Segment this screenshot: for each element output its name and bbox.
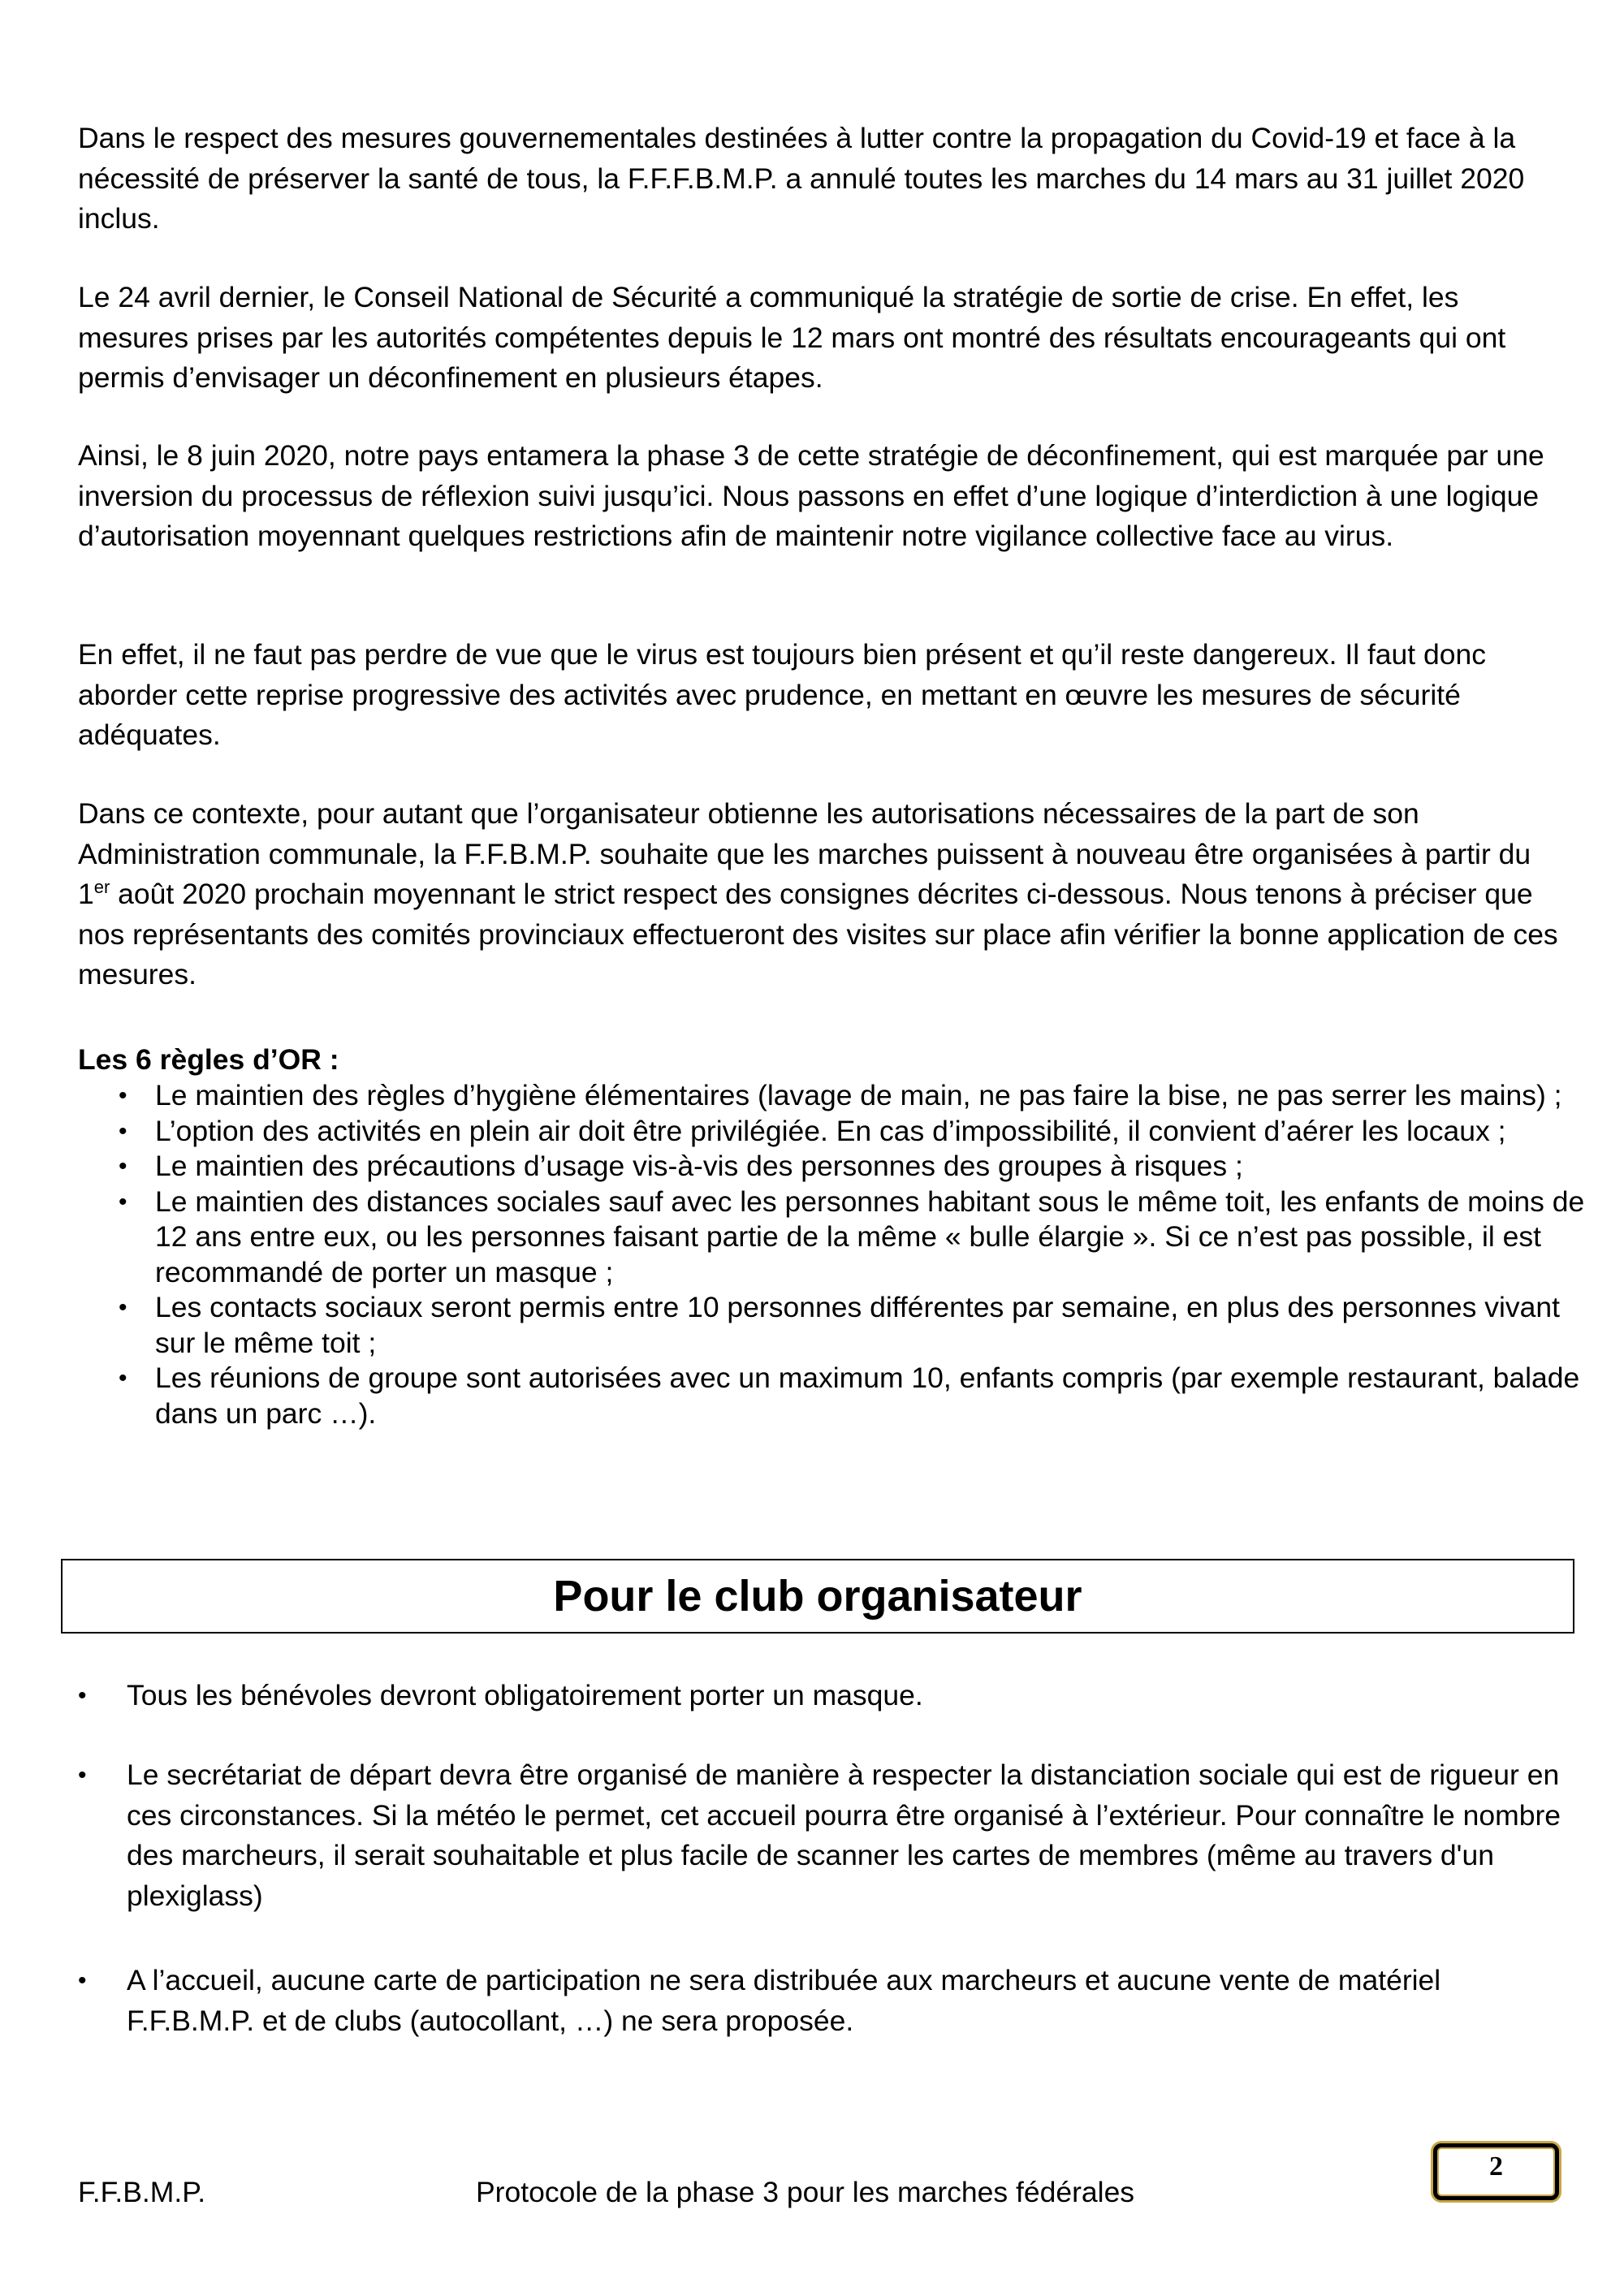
- bullet-icon: •: [78, 1762, 87, 1789]
- section-title: Pour le club organisateur: [553, 1572, 1082, 1621]
- intro-paragraph: Dans le respect des mesures gouvernementales destinées à lutter contre la propagation du Covid-19 et face à la nécessité de préserver la santé de tous, la F.F.F.B.M.P. a annulé toutes les marches du 14 mars au 31 juillet 2020 inclus.: [78, 122, 1525, 235]
- list-item: [78, 1185, 1588, 1291]
- list-item-text: Le maintien des distances sociales sauf avec les personnes habitant sous le même toit, les enfants de moins de 12 ans entre eux, ou les personnes faisant partie de la même « bulle élargie ». Si ce n’est pas possible, il est recommandé de porter un masque ;: [155, 1185, 1585, 1288]
- bullet-icon: •: [78, 1682, 87, 1709]
- list-item-text: Le maintien des précautions d’usage vis-à-vis des personnes des groupes à risques ;: [155, 1150, 1243, 1182]
- page-number-badge: [1433, 2143, 1559, 2200]
- context-text-start: Dans ce contexte, pour autant que l’organisateur obtienne les autorisations nécessaires de la part de son Administration communale, la F.F.B.M.P. souhaite que les marches puissent à nouveau être organisées à partir du 1: [78, 797, 1531, 910]
- bullet-icon: •: [119, 1188, 127, 1215]
- bullet-icon: •: [119, 1365, 127, 1392]
- list-item: [78, 1755, 1564, 1916]
- list-item: [78, 1078, 1588, 1114]
- list-item: [78, 1676, 1564, 1716]
- list-item: [78, 1149, 1588, 1185]
- list-item-text: Les réunions de groupe sont autorisées avec un maximum 10, enfants compris (par exemple restaurant, balade dans un parc …).: [155, 1362, 1580, 1430]
- list-item-text: Tous les bénévoles devront obligatoirement porter un masque.: [127, 1679, 923, 1711]
- section-header-box: [61, 1559, 1574, 1634]
- bullet-icon: •: [119, 1117, 127, 1145]
- page-number: 2: [1489, 2151, 1503, 2182]
- ordinal-superscript: er: [93, 877, 110, 898]
- caution-paragraph: En effet, il ne faut pas perdre de vue que le virus est toujours bien présent et qu’il reste dangereux. Il faut donc aborder cette reprise progressive des activités avec prudence, en mettant en œuvre les mesures de sécurité adéquates.: [78, 638, 1487, 751]
- list-item: [78, 1961, 1564, 2041]
- golden-rules-section: [78, 1041, 1588, 1431]
- context-paragraph: [78, 794, 1564, 995]
- footer-organization: F.F.B.M.P.: [78, 2176, 206, 2208]
- bullet-icon: •: [119, 1294, 127, 1321]
- phase3-paragraph: Ainsi, le 8 juin 2020, notre pays entamera la phase 3 de cette stratégie de déconfinement, qui est marquée par une inversion du processus de réflexion suivi jusqu’ici. Nous passons en effet d’une logique d’interdiction à une logique d’autorisation moyennant quelques restrictions afin de maintenir notre vigilance collective face au virus.: [78, 439, 1544, 552]
- list-item-text: Le secrétariat de départ devra être organisé de manière à respecter la distanciation sociale qui est de rigueur en ces circonstances. Si la météo le permet, cet accueil pourra être organisé à l’extérieur. Pour connaître le nombre des marcheurs, il serait souhaitable et plus facile de scanner les cartes de membres (même au travers d'un plexiglass): [127, 1759, 1561, 1912]
- list-item-text: Le maintien des règles d’hygiène élémentaires (lavage de main, ne pas faire la bise, ne pas serrer les mains) ;: [155, 1079, 1562, 1111]
- list-item: [78, 1361, 1588, 1431]
- bullet-icon: •: [119, 1082, 127, 1109]
- list-item: [78, 1290, 1588, 1361]
- golden-rules-list: [78, 1078, 1588, 1431]
- list-item-text: L’option des activités en plein air doit être privilégiée. En cas d’impossibilité, il convient d’aérer les locaux ;: [155, 1114, 1506, 1147]
- footer-document-title: Protocole de la phase 3 pour les marches fédérales: [476, 2176, 1135, 2208]
- context-text-end: août 2020 prochain moyennant le strict respect des consignes décrites ci-dessous. Nous tenons à préciser que nos représentants des comités provinciaux effectueront des visites sur place afin vérifier la bonne application de ces mesures.: [78, 878, 1558, 990]
- bullet-icon: •: [119, 1153, 127, 1180]
- bullet-icon: •: [78, 1967, 87, 1994]
- list-item-text: A l’accueil, aucune carte de participation ne sera distribuée aux marcheurs et aucune vente de matériel F.F.B.M.P. et de clubs (autocollant, …) ne sera proposée.: [127, 1964, 1441, 2037]
- list-item-text: Les contacts sociaux seront permis entre 10 personnes différentes par semaine, en plus des personnes vivant sur le même toit ;: [155, 1291, 1560, 1359]
- council-paragraph: Le 24 avril dernier, le Conseil National de Sécurité a communiqué la stratégie de sortie de crise. En effet, les mesures prises par les autorités compétentes depuis le 12 mars ont montré des résultats encourageants qui ont permis d’envisager un déconfinement en plusieurs étapes.: [78, 281, 1506, 394]
- list-item: [78, 1114, 1588, 1150]
- golden-rules-title: Les 6 règles d’OR :: [78, 1043, 339, 1076]
